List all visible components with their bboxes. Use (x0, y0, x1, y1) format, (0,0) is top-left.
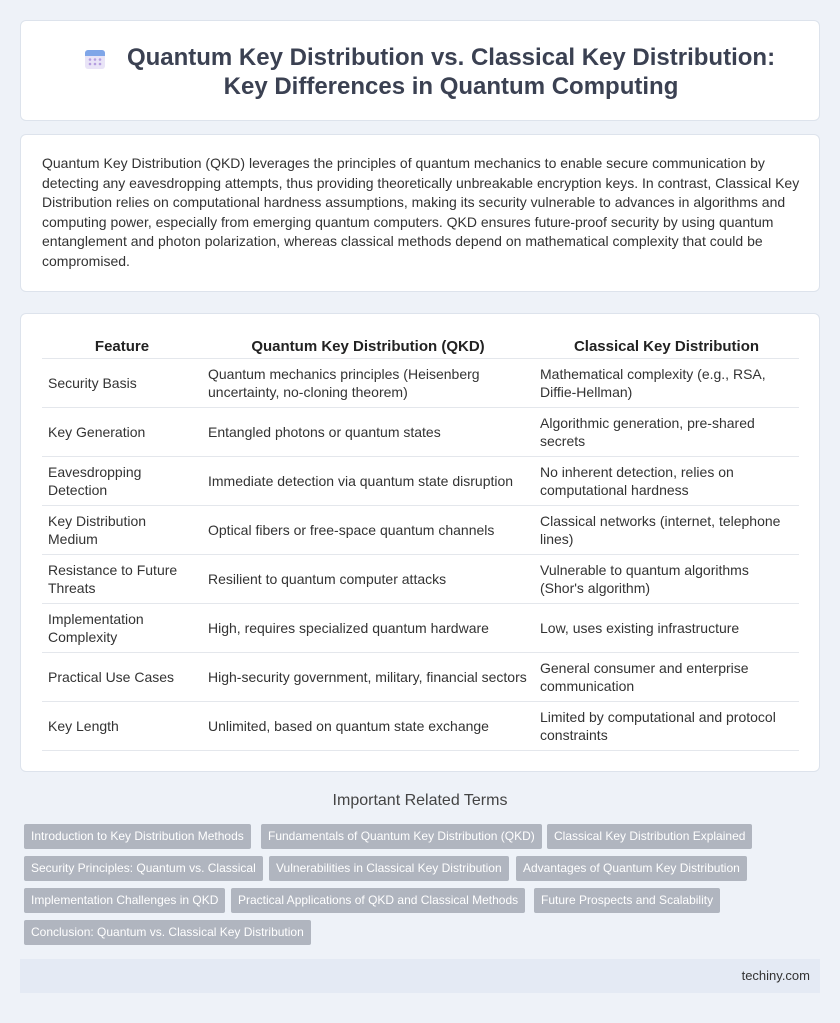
qkd-cell: High-security government, military, financial sectors (202, 652, 534, 701)
classical-cell: No inherent detection, relies on computational hardness (534, 456, 799, 505)
qkd-cell: Quantum mechanics principles (Heisenberg uncertainty, no-cloning theorem) (202, 358, 534, 407)
column-header-classical: Classical Key Distribution (534, 334, 799, 358)
classical-cell: Vulnerable to quantum algorithms (Shor's algorithm) (534, 554, 799, 603)
related-term-tag[interactable]: Conclusion: Quantum vs. Classical Key Distribution (24, 920, 311, 945)
qkd-cell: Resilient to quantum computer attacks (202, 554, 534, 603)
classical-cell: Classical networks (internet, telephone lines) (534, 505, 799, 554)
qkd-cell: High, requires specialized quantum hardware (202, 603, 534, 652)
classical-cell: Low, uses existing infrastructure (534, 603, 799, 652)
feature-cell: Resistance to Future Threats (42, 554, 202, 603)
comparison-table (42, 334, 799, 751)
feature-cell: Key Distribution Medium (42, 505, 202, 554)
table-header-row (42, 334, 799, 358)
feature-cell: Key Length (42, 701, 202, 750)
qkd-cell: Entangled photons or quantum states (202, 407, 534, 456)
page-title: Quantum Key Distribution vs. Classical Key Distribution: Key Differences in Quantum Computing (126, 43, 776, 100)
related-term-tag[interactable]: Security Principles: Quantum vs. Classical (24, 856, 263, 881)
related-term-tag[interactable]: Vulnerabilities in Classical Key Distribution (269, 856, 509, 881)
feature-cell: Implementation Complexity (42, 603, 202, 652)
feature-cell: Key Generation (42, 407, 202, 456)
feature-cell: Security Basis (42, 358, 202, 407)
intro-paragraph: Quantum Key Distribution (QKD) leverages the principles of quantum mechanics to enable secure communication by detecting any eavesdropping attempts, thus providing theoretically unbreakable encryption keys. In contrast, Classical Key Distribution relies on computational hardness assumptions, making its security vulnerable to advances in algorithms and computing power, especially from emerging quantum computers. QKD ensures future-proof security by using quantum entanglement and photon polarization, whereas classical methods depend on mathematical complexity that could be compromised. (42, 155, 800, 269)
feature-cell: Eavesdropping Detection (42, 456, 202, 505)
related-term-tag[interactable]: Future Prospects and Scalability (534, 888, 720, 913)
qkd-cell: Optical fibers or free-space quantum channels (202, 505, 534, 554)
related-term-tag[interactable]: Fundamentals of Quantum Key Distribution (QKD) (261, 824, 542, 849)
related-term-tag[interactable]: Advantages of Quantum Key Distribution (516, 856, 747, 881)
header-card (20, 20, 820, 121)
table-row (42, 456, 799, 505)
feature-cell: Practical Use Cases (42, 652, 202, 701)
column-header-qkd: Quantum Key Distribution (QKD) (202, 334, 534, 358)
related-term-tag[interactable]: Introduction to Key Distribution Methods (24, 824, 251, 849)
classical-cell: General consumer and enterprise communication (534, 652, 799, 701)
table-row (42, 554, 799, 603)
related-term-tag[interactable]: Implementation Challenges in QKD (24, 888, 225, 913)
column-header-feature: Feature (42, 334, 202, 358)
related-term-tag[interactable]: Classical Key Distribution Explained (547, 824, 752, 849)
table-row (42, 701, 799, 750)
classical-cell: Mathematical complexity (e.g., RSA, Diffie-Hellman) (534, 358, 799, 407)
intro-card (20, 134, 820, 292)
table-row (42, 505, 799, 554)
footer (20, 959, 820, 993)
qkd-cell: Unlimited, based on quantum state exchange (202, 701, 534, 750)
table-row (42, 652, 799, 701)
table-row (42, 603, 799, 652)
related-term-tag[interactable]: Practical Applications of QKD and Classical Methods (231, 888, 525, 913)
classical-cell: Limited by computational and protocol constraints (534, 701, 799, 750)
qkd-cell: Immediate detection via quantum state disruption (202, 456, 534, 505)
site-name[interactable]: techiny.com (741, 968, 810, 983)
table-row (42, 407, 799, 456)
comparison-table-card (20, 313, 820, 772)
classical-cell: Algorithmic generation, pre-shared secrets (534, 407, 799, 456)
table-row (42, 358, 799, 407)
related-terms-title: Important Related Terms (332, 792, 508, 809)
